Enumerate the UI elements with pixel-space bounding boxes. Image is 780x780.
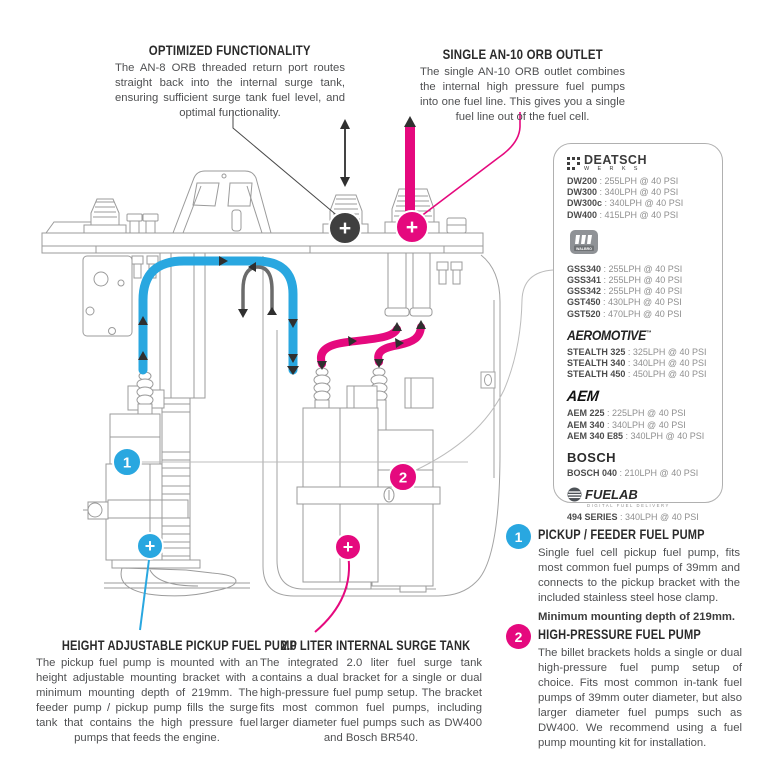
annotation-title: [36, 638, 298, 653]
return-port-arrow: [340, 119, 350, 187]
carry-handle: [173, 171, 271, 233]
walbro-logo-icon: [569, 229, 599, 255]
brand-deatschwerks: [567, 155, 710, 221]
surge-tank-plus-label: +: [342, 537, 354, 557]
pump-spec-row: GSS342 : 255LPH @ 40 PSI: [567, 286, 683, 297]
annotation-body: The integrated 2.0 liter fuel surge tank contains a dual bracket for a single or dual high-pressure fuel pump setup. The bracket fits most common fuel pumps, including larger diameter fuel pumps such as DW400 and Bosch BR540.: [260, 657, 482, 745]
callout-2-title-text: HIGH-PRESSURE FUEL PUMP: [538, 627, 701, 642]
trademark-symbol: ™: [645, 330, 652, 337]
pickup-pump-plus-marker: [137, 533, 163, 559]
deatschwerks-name: DEATSCH: [584, 153, 647, 167]
callout-title: [538, 527, 740, 542]
pump-spec-row: DW300c : 340LPH @ 40 PSI: [567, 198, 684, 209]
outlet-title-text: SINGLE AN-10 ORB OUTLET: [442, 46, 603, 62]
pump-spec-row: AEM 225 : 225LPH @ 40 PSI: [567, 408, 686, 419]
callout-1-badge: 1: [506, 524, 531, 549]
outlet-port-marker: [396, 211, 428, 243]
pump-spec-row: GST520 : 470LPH @ 40 PSI: [567, 308, 682, 319]
aeromotive-logo: AEROMOTIVE™: [567, 327, 652, 343]
pump-spec-row: STEALTH 450 : 450LPH @ 40 PSI: [567, 369, 707, 380]
pickup-feeder-callout: [538, 527, 740, 623]
pump-spec-row: GST450 : 430LPH @ 40 PSI: [567, 297, 682, 308]
aem-logo: AEM: [566, 388, 600, 406]
pump-spec-row: AEM 340 E85 : 340LPH @ 40 PSI: [567, 430, 705, 441]
pump-spec-row: DW300 : 340LPH @ 40 PSI: [567, 187, 679, 198]
brand-bosch: [567, 450, 710, 479]
optimized-functionality-annotation: [115, 42, 345, 121]
callout-note: Minimum mounting depth of 219mm.: [538, 611, 736, 624]
pump-spec-row: GSS341 : 255LPH @ 40 PSI: [567, 275, 683, 286]
brand-aeromotive: [567, 328, 710, 381]
outlet-leader-line: [420, 112, 520, 217]
deatschwerks-logo-icon: [567, 157, 580, 170]
fuelab-name: FUELAB: [585, 487, 638, 503]
callout-1-title-text: PICKUP / FEEDER FUEL PUMP: [538, 527, 705, 542]
annotation-title: [260, 638, 482, 653]
mounting-bracket-plate: [83, 256, 132, 336]
brand-aem: [567, 388, 710, 442]
surge-tank-title-text: 2.0 LITER INTERNAL SURGE TANK: [280, 638, 471, 653]
bosch-logo: BOSCH: [567, 450, 616, 466]
annotation-body: The pickup fuel pump is mounted with an height adjustable mounting bracket with a minimum mounting depth of 219mm. The feeder pump / pickup pump fills the surge tank that contains the high pressure fuel pumps that feeds the engine.: [36, 657, 258, 745]
pump-spec-row: BOSCH 040 : 210LPH @ 40 PSI: [567, 468, 699, 479]
callout-2-badge: 2: [506, 624, 531, 649]
pump-spec-row: DW200 : 255LPH @ 40 PSI: [567, 176, 679, 186]
callout-body: Single fuel cell pickup fuel pump, fits most common fuel pumps of 39mm and connects to the pickup bracket with the included stainless steel hose clamp.: [538, 547, 740, 605]
return-port-marker-label: +: [338, 217, 352, 240]
plate-bolts: [127, 214, 158, 233]
annotation-title: [420, 46, 625, 62]
outlet-port-marker-label: +: [405, 216, 419, 239]
pickup-pump-number-marker: [113, 448, 141, 476]
high-pressure-callout: [538, 627, 742, 751]
callout-title: [538, 627, 742, 642]
svg-text:WALBRO: WALBRO: [576, 246, 592, 251]
annotation-title: [115, 42, 345, 58]
pump-spec-row: GSS340 : 255LPH @ 40 PSI: [567, 263, 683, 274]
hose-clamp: [83, 502, 108, 519]
pickup-tube: [160, 253, 205, 560]
an8-inlet-fitting: [84, 199, 126, 233]
return-port-marker: [329, 212, 361, 244]
fuelab-logo-icon: [567, 487, 582, 502]
walbro-logo: [569, 229, 710, 260]
pump-compatibility-panel: [553, 143, 723, 523]
pickup-pump-number-label: 1: [122, 454, 132, 472]
brand-walbro: [567, 229, 710, 320]
hp-pump-number-marker: [389, 463, 417, 491]
pump-spec-row: STEALTH 325 : 325LPH @ 40 PSI: [567, 346, 707, 357]
height-adjustable-title-text: HEIGHT ADJUSTABLE PICKUP FUEL PUMP: [61, 638, 298, 653]
pickup-foot: [104, 560, 250, 596]
deatschwerks-logo: [567, 155, 710, 172]
height-adjustable-annotation: [36, 638, 298, 746]
pump-spec-row: 494 SERIES : 340LPH @ 40 PSI: [567, 512, 699, 523]
callout-body: The billet brackets holds a single or dual high-pressure fuel pump setup of choice. Fits most common in-tank fuel pumps of 39mm outer diameter, but also larger diameter fuel pumps such as DW400. We recommend using a fuel pump mounting kit for installation.: [538, 647, 742, 750]
surge-tank-plus-marker: [335, 534, 361, 560]
pump-bracket-band: [297, 487, 440, 504]
brand-fuelab: [567, 487, 710, 523]
surge-tank-annotation: [260, 638, 482, 746]
pump-spec-row: DW400 : 415LPH @ 40 PSI: [567, 209, 679, 220]
pump-spec-row: STEALTH 340 : 340LPH @ 40 PSI: [567, 358, 707, 369]
deatschwerks-sub: W E R K S: [584, 166, 641, 172]
fuelab-logo: [567, 487, 710, 502]
outlet-port-arrow: [404, 116, 416, 224]
pickup-pump-plus-label: +: [144, 536, 156, 556]
annotation-body: The AN-8 ORB threaded return port routes straight back into the internal surge tank, ensuring sufficient surge tank fuel level, and optimal functionality.: [115, 62, 345, 120]
single-outlet-annotation: [420, 46, 625, 125]
optimized-title-text: OPTIMIZED FUNCTIONALITY: [149, 42, 311, 58]
hp-pump-number-label: 2: [398, 469, 408, 487]
pump-spec-row: AEM 340 : 340LPH @ 40 PSI: [567, 419, 686, 430]
annotation-body: The single AN-10 ORB outlet combines the internal high pressure fuel pumps into one fuel line. This gives you a single fuel line out of the fuel cell.: [420, 66, 625, 124]
fuelab-tagline: DIGITAL FUEL DELIVERY: [587, 503, 670, 509]
